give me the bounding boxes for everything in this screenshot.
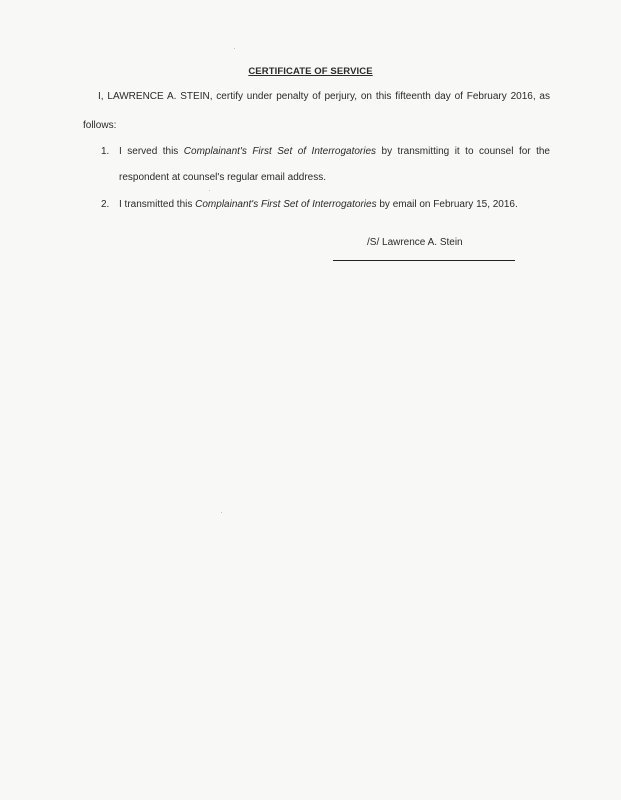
list-item-number: 1. — [101, 146, 110, 157]
list-item-text-segment: by transmitting it to counsel for the — [376, 146, 550, 157]
scan-speck — [209, 190, 210, 191]
document-title: CERTIFICATE OF SERVICE — [248, 66, 373, 77]
list-item-text-segment: I transmitted this — [119, 199, 196, 210]
list-item-text — [119, 146, 550, 157]
document-title-reference: Complainant's First Set of Interrogatories — [183, 146, 377, 157]
signature-line — [333, 260, 515, 261]
scan-speck — [221, 512, 222, 513]
intro-text-continued: follows: — [83, 120, 117, 131]
list-item-text-segment: by email on February 15, 2016. — [376, 199, 518, 210]
intro-text: I, LAWRENCE A. STEIN, certify under penalty of perjury, on this fifteenth day of February 2016, as — [98, 91, 550, 102]
list-item-text — [119, 199, 518, 210]
signature: /S/ Lawrence A. Stein — [367, 237, 463, 248]
scan-speck — [234, 48, 235, 49]
document-title-reference: Complainant's First Set of Interrogatories — [195, 199, 377, 210]
list-item-text-segment: I served this — [119, 146, 184, 157]
list-item-text-continued: respondent at counsel's regular email address. — [119, 172, 327, 183]
list-item-number: 2. — [101, 199, 110, 210]
